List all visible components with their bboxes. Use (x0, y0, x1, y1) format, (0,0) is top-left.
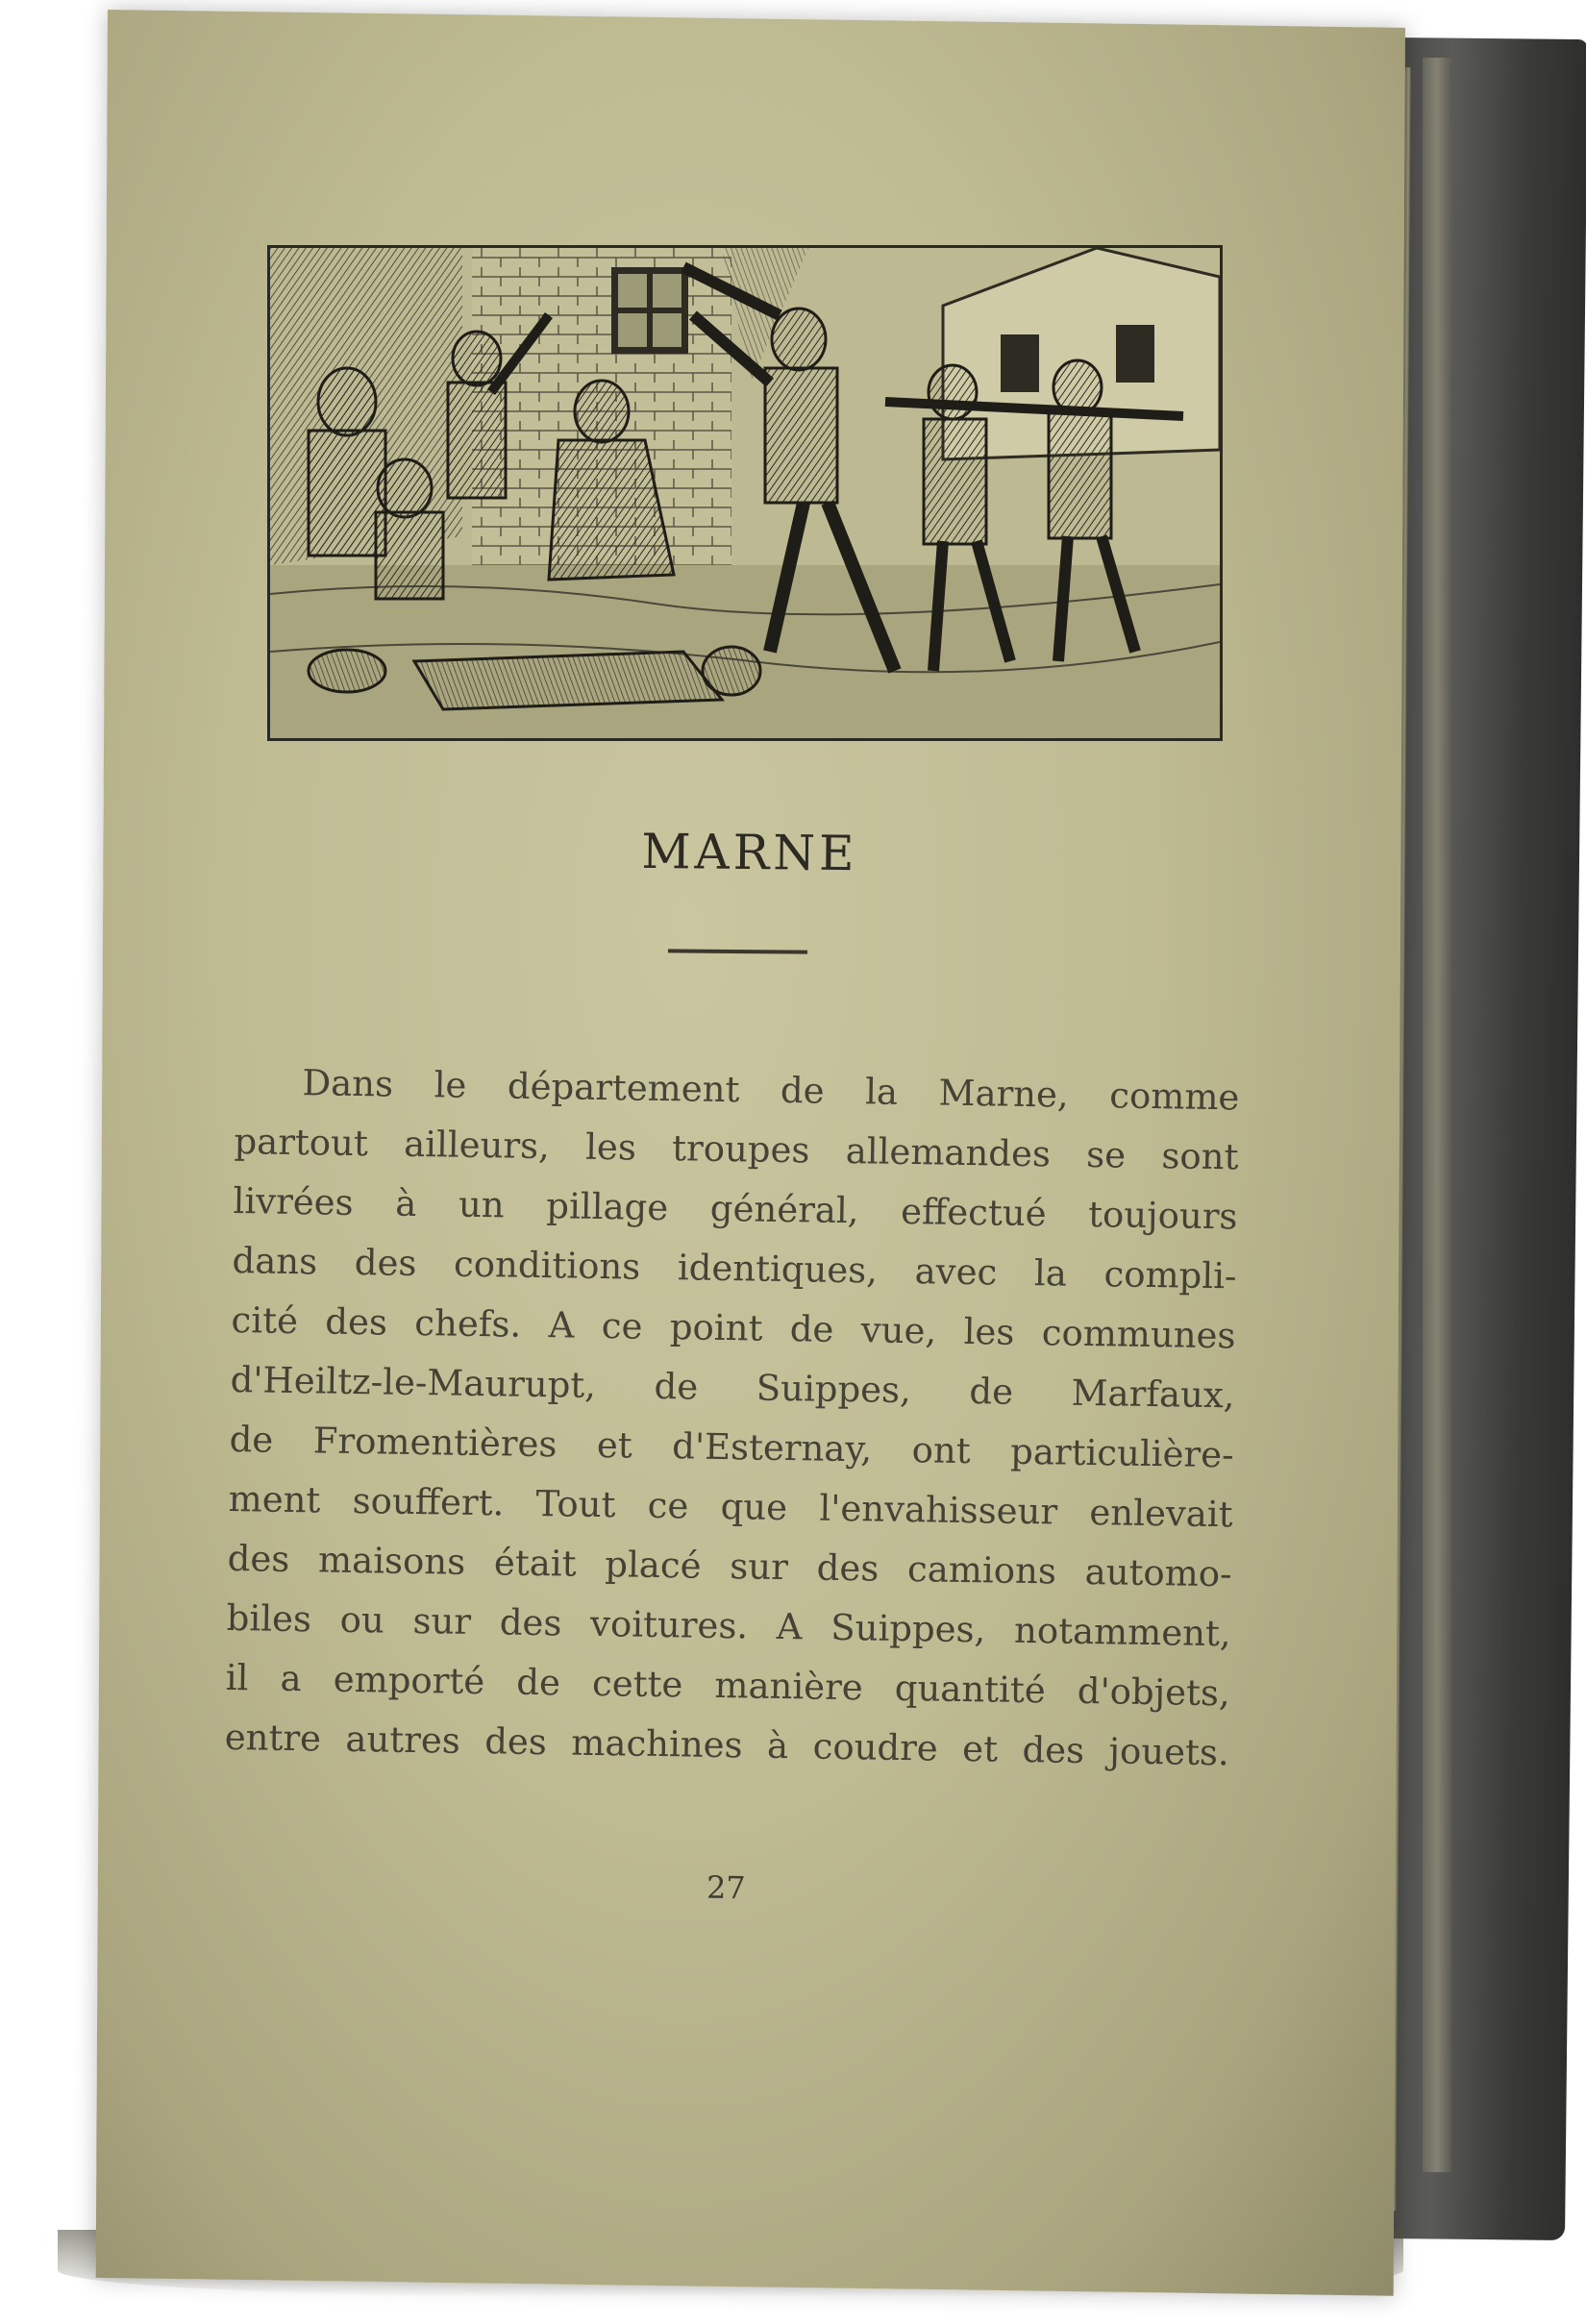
text-line: ment souffert. Tout ce que l'envahisseur enlevait (228, 1477, 1233, 1536)
page-title: MARNE (641, 823, 858, 882)
text-line: d'Heiltz-le-Maurupt, de Suippes, de Marfaux, (230, 1358, 1235, 1417)
text-line: livrées à un pillage général, effectué toujours (233, 1179, 1238, 1238)
text-line: Dans le département de la Marne, comme (302, 1062, 1240, 1119)
page-number: 27 (706, 1868, 747, 1907)
text-line: biles ou sur des voitures. A Suippes, notamment, (226, 1596, 1231, 1655)
engraving-drawing (270, 248, 1220, 738)
text-line: partout ailleurs, les troupes allemandes se sont (234, 1120, 1239, 1178)
engraving-illustration (267, 245, 1223, 741)
body-paragraph (224, 1052, 1240, 1783)
text-line: il a emporté de cette manière quantité d'objets, (225, 1656, 1230, 1715)
text-line: entre autres des machines à coudre et des jouets. (224, 1716, 1230, 1774)
text-line: cité des chefs. A ce point de vue, les communes (231, 1298, 1236, 1357)
cover-sheen (1423, 58, 1451, 2172)
text-line: des maisons était placé sur des camions automo- (227, 1537, 1232, 1595)
text-line: de Fromentières et d'Esternay, ont particulière- (229, 1418, 1234, 1476)
text-line: dans des conditions identiques, avec la compli- (232, 1239, 1237, 1298)
